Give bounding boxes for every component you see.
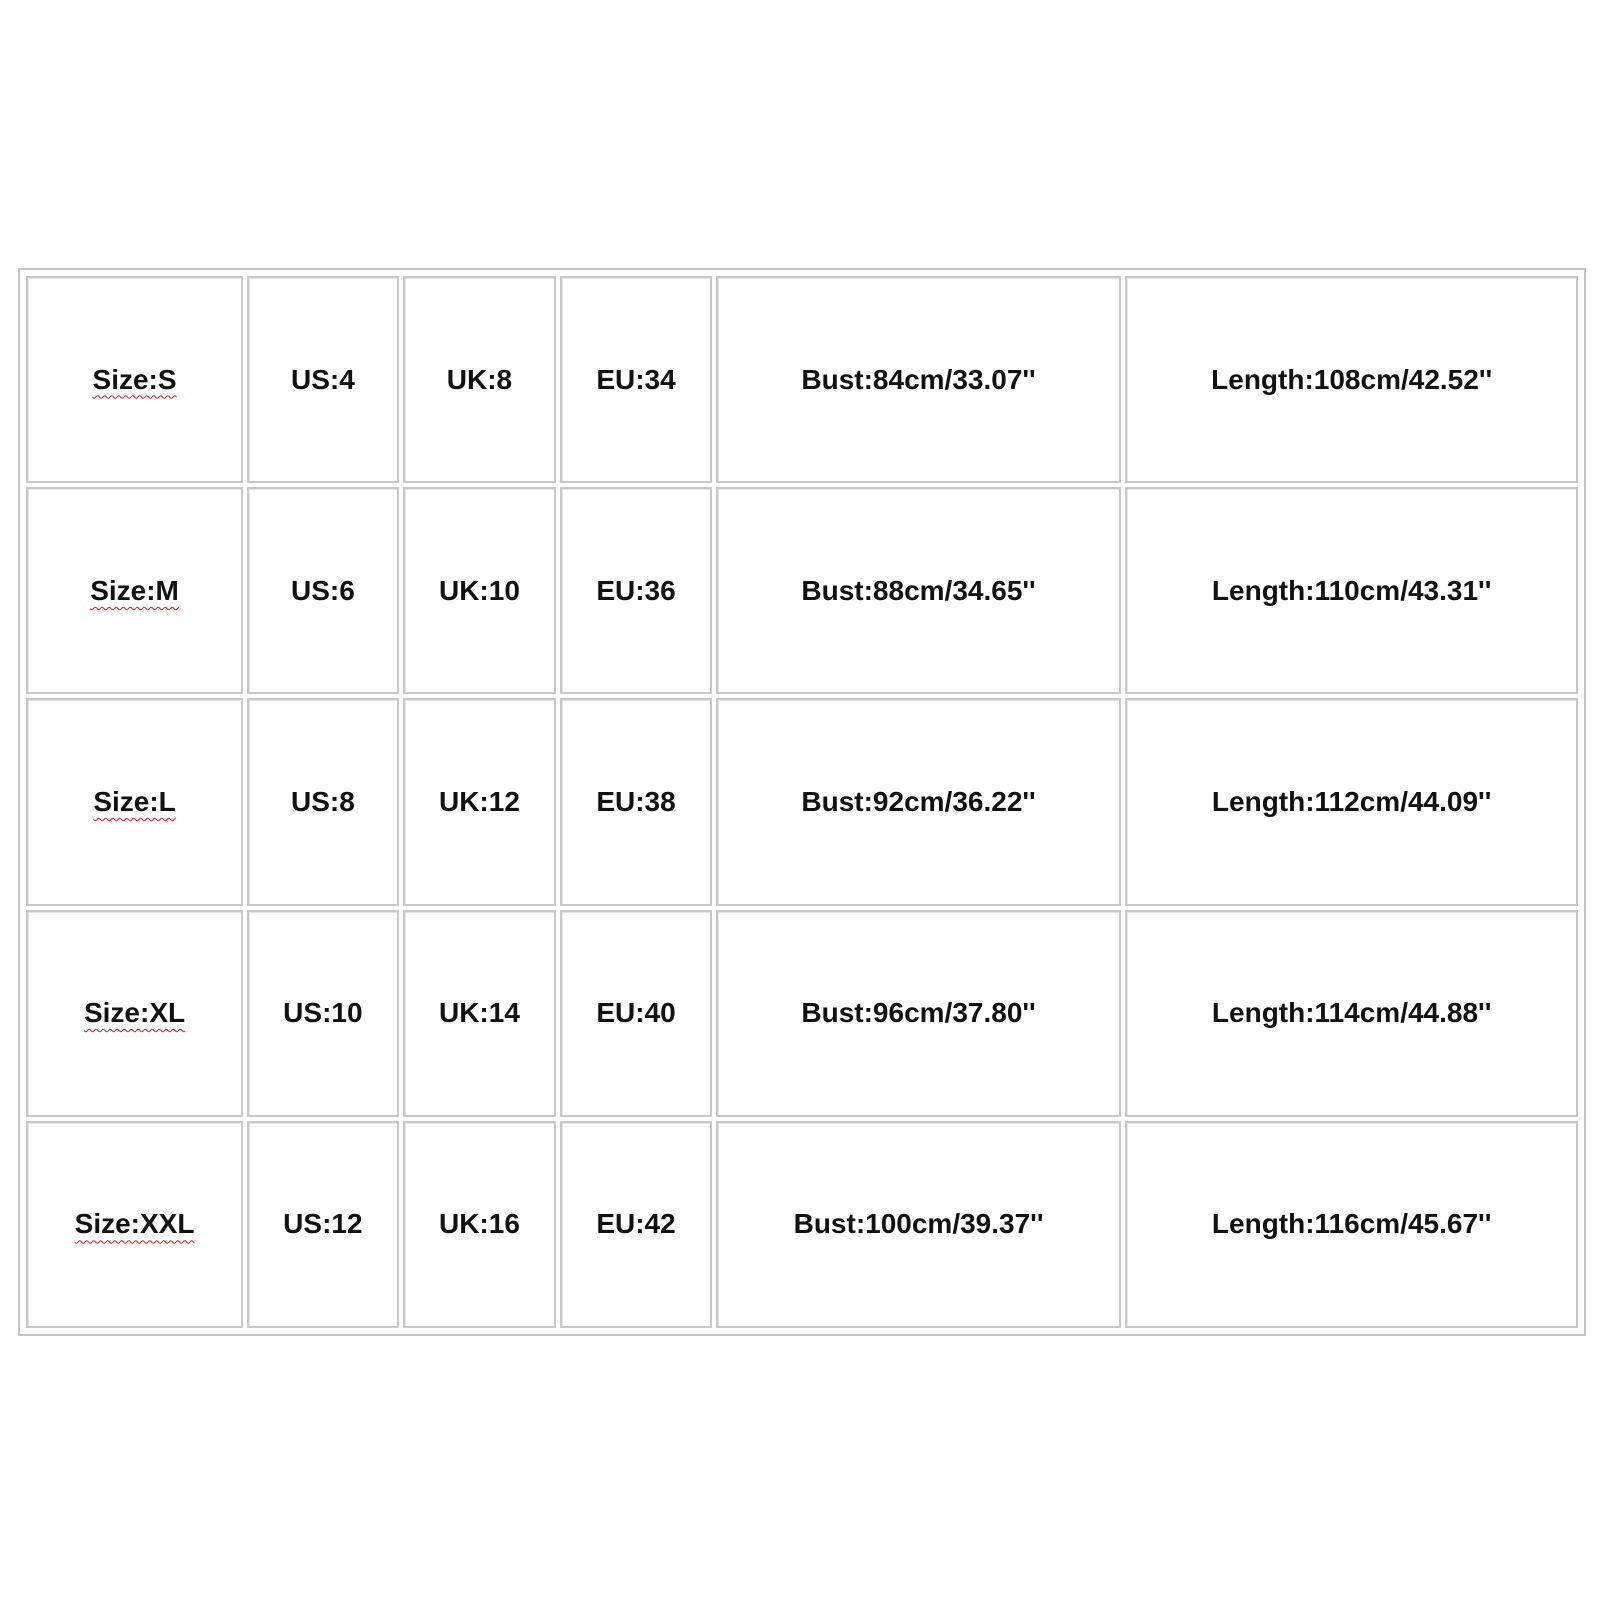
length-cell: Length:116cm/45.67'' [1125, 1121, 1578, 1328]
bust-cell: Bust:96cm/37.80'' [716, 910, 1122, 1117]
us-size-cell: US:6 [247, 487, 399, 694]
size-label: Size:XL [83, 997, 186, 1029]
table-row [26, 276, 1578, 483]
length-cell: Length:108cm/42.52'' [1125, 276, 1578, 483]
size-cell [26, 910, 243, 1117]
us-size-cell: US:8 [247, 698, 399, 905]
size-chart-table [22, 272, 1582, 1332]
eu-size-cell: EU:36 [560, 487, 712, 694]
bust-cell: Bust:84cm/33.07'' [716, 276, 1122, 483]
size-cell [26, 1121, 243, 1328]
eu-size-cell: EU:38 [560, 698, 712, 905]
size-cell [26, 698, 243, 905]
size-chart [18, 268, 1586, 1336]
bust-cell: Bust:100cm/39.37'' [716, 1121, 1122, 1328]
size-label: Size:M [90, 574, 179, 606]
size-label: Size:L [93, 785, 176, 817]
eu-size-cell: EU:40 [560, 910, 712, 1117]
table-row [26, 910, 1578, 1117]
size-cell [26, 487, 243, 694]
bust-cell: Bust:92cm/36.22'' [716, 698, 1122, 905]
us-size-cell: US:4 [247, 276, 399, 483]
uk-size-cell: UK:10 [403, 487, 557, 694]
eu-size-cell: EU:42 [560, 1121, 712, 1328]
eu-size-cell: EU:34 [560, 276, 712, 483]
size-cell [26, 276, 243, 483]
us-size-cell: US:12 [247, 1121, 399, 1328]
uk-size-cell: UK:12 [403, 698, 557, 905]
uk-size-cell: UK:14 [403, 910, 557, 1117]
uk-size-cell: UK:16 [403, 1121, 557, 1328]
table-row [26, 487, 1578, 694]
size-label: Size:S [92, 363, 177, 395]
bust-cell: Bust:88cm/34.65'' [716, 487, 1122, 694]
uk-size-cell: UK:8 [403, 276, 557, 483]
length-cell: Length:112cm/44.09'' [1125, 698, 1578, 905]
table-row [26, 1121, 1578, 1328]
length-cell: Length:110cm/43.31'' [1125, 487, 1578, 694]
size-label: Size:XXL [74, 1208, 195, 1240]
us-size-cell: US:10 [247, 910, 399, 1117]
table-row [26, 698, 1578, 905]
length-cell: Length:114cm/44.88'' [1125, 910, 1578, 1117]
